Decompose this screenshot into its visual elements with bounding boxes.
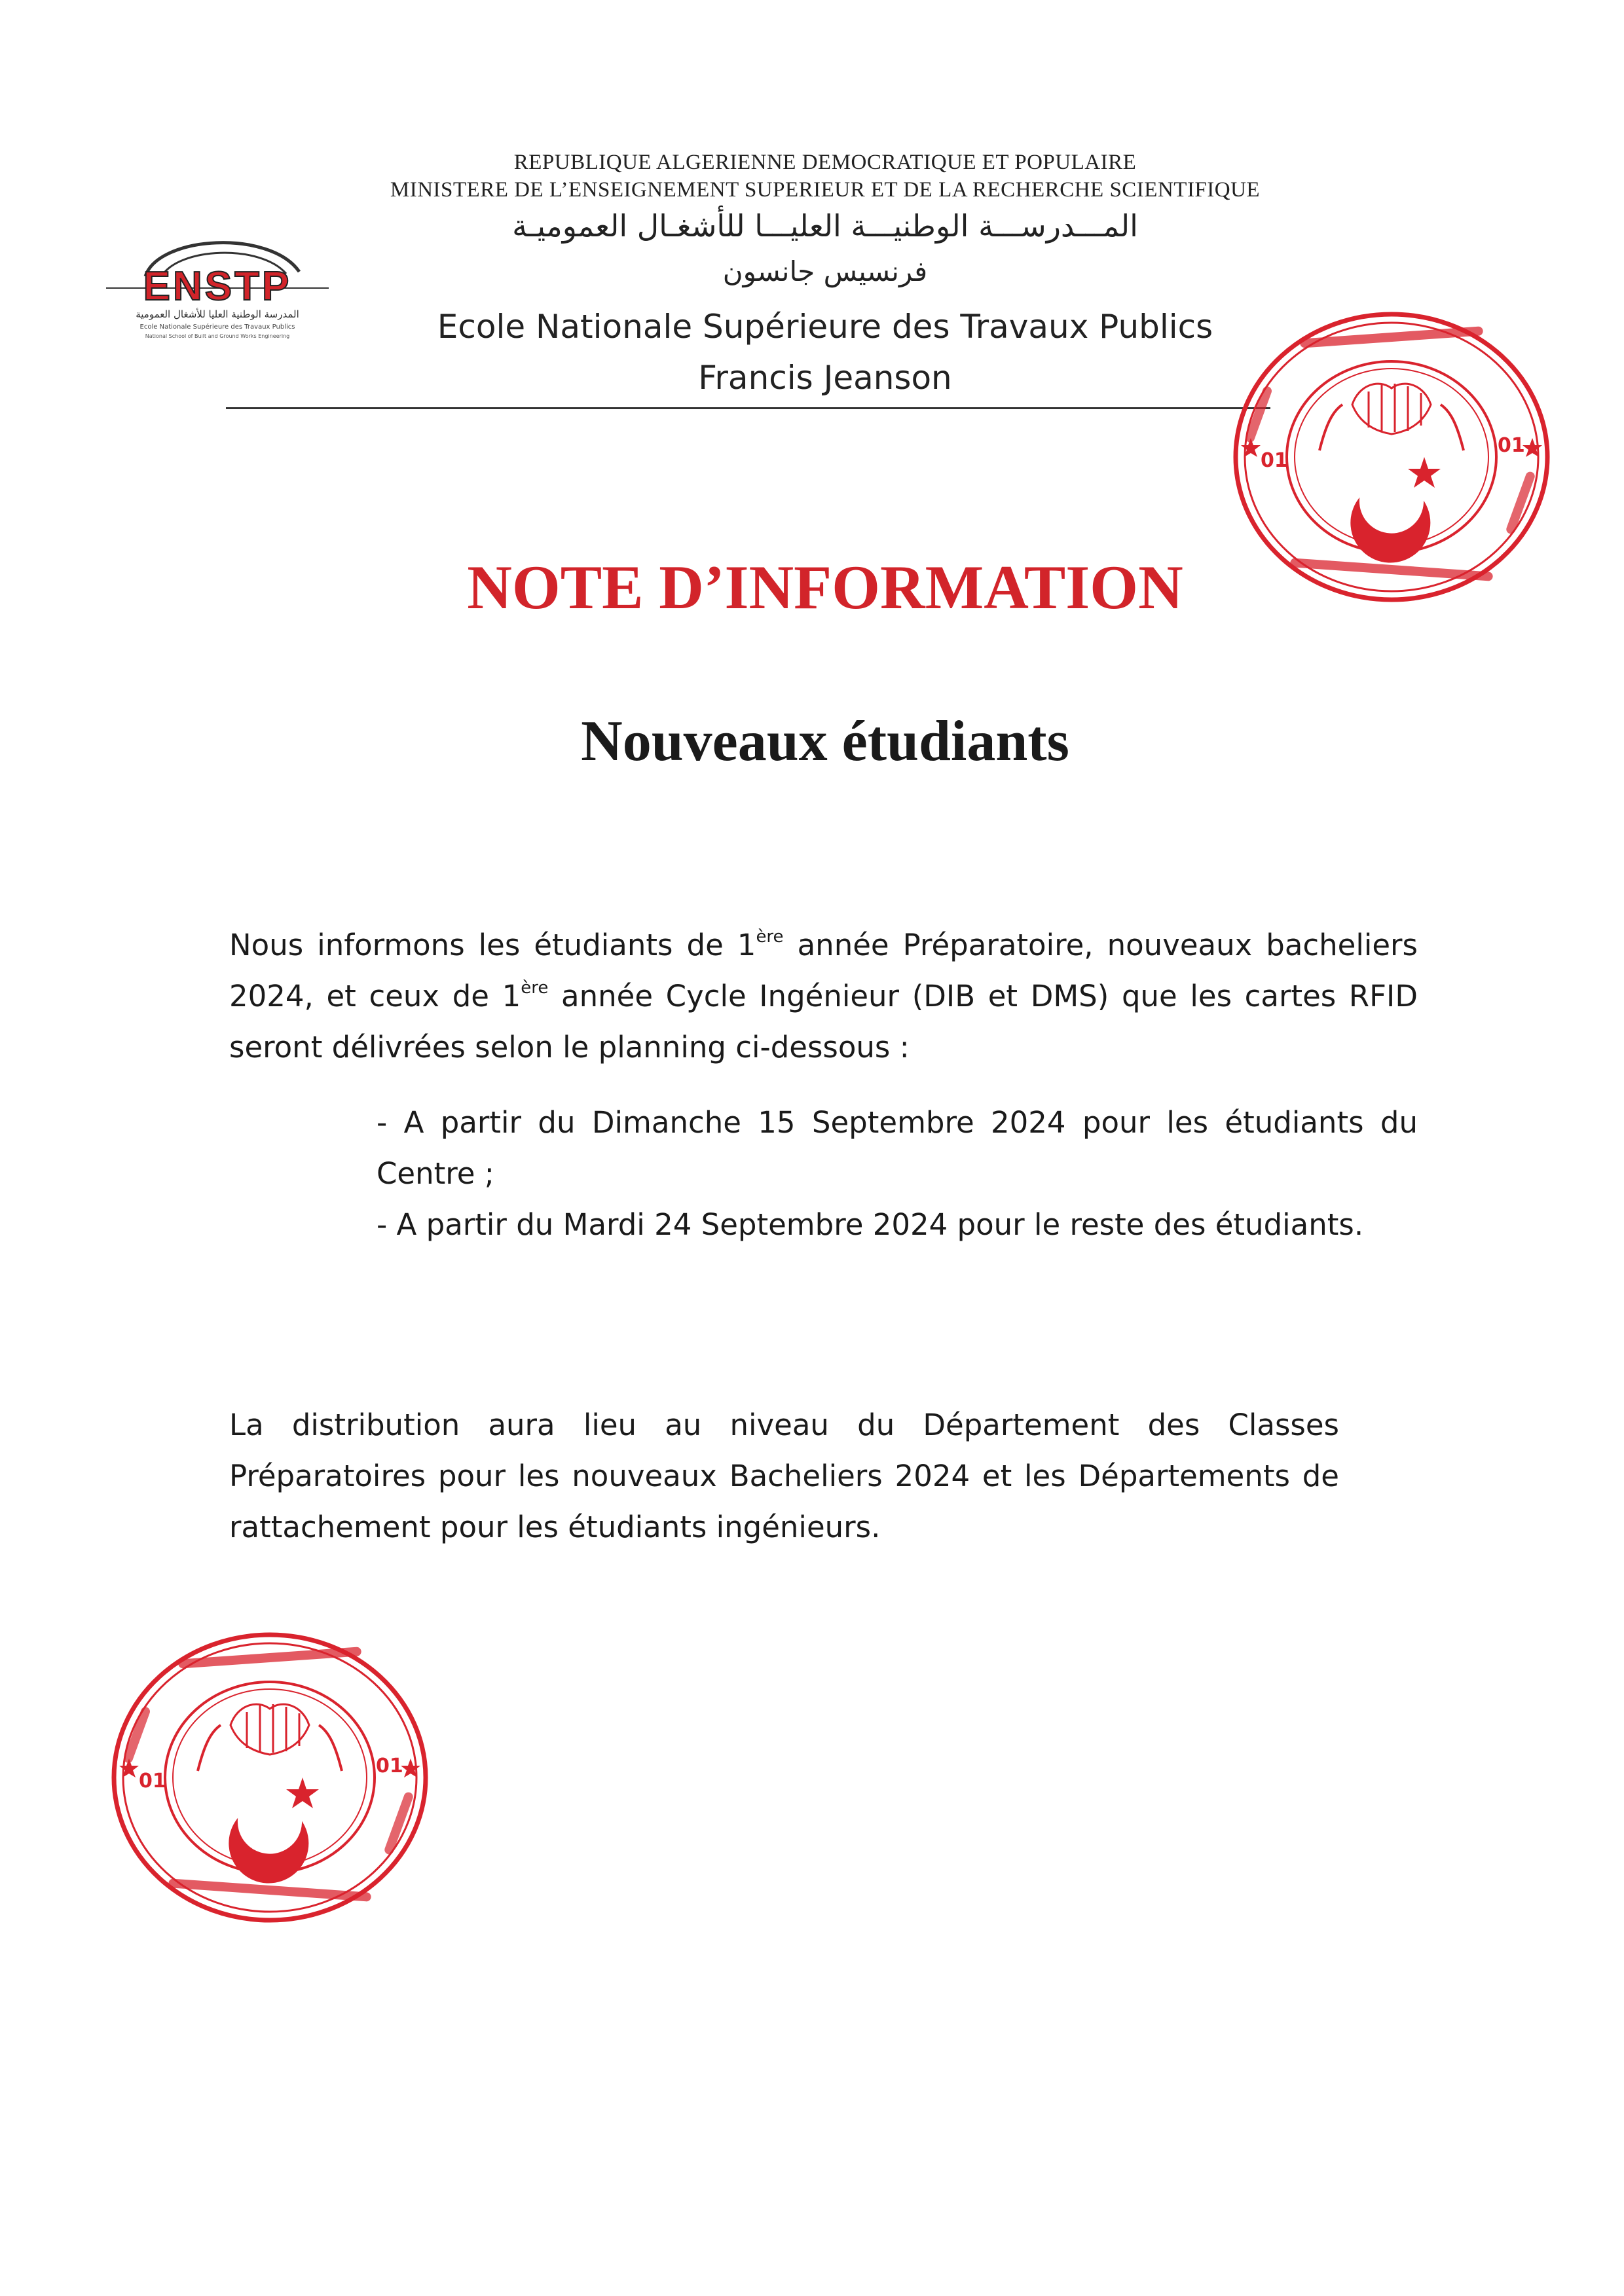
intro-text-1: Nous informons les étudiants de 1 [229, 928, 756, 962]
intro-text-2: année Préparatoire, nouveaux bacheliers 2024, et ceux de 1 [229, 928, 1418, 1013]
stamp-number-left: 01 [1261, 449, 1288, 472]
stamp-number-left: 01 [139, 1770, 166, 1793]
logo-caption-en: National School of Built and Ground Works Engineering [145, 333, 290, 339]
logo-acronym: ENSTP [143, 264, 292, 309]
schedule-list [377, 1097, 1418, 1250]
header-arabic-name: فرنسيس جانسون [722, 255, 928, 287]
page-title: NOTE D’INFORMATION [467, 553, 1183, 622]
intro-sup-2: ère [521, 978, 549, 998]
distribution-paragraph: La distribution aura lieu au niveau du Département des Classes Préparatoires pour les nouveaux Bacheliers 2024 et les Départements de rattachement pour les étudiants ingénieurs. [229, 1408, 1339, 1544]
intro-paragraph [229, 920, 1418, 1073]
schedule-item-rest: - A partir du Mardi 24 Septembre 2024 pour le reste des étudiants. [377, 1207, 1364, 1242]
stamp-number-right: 01 [376, 1755, 403, 1777]
header-school-subname: Francis Jeanson [698, 359, 952, 397]
header-divider [226, 407, 1270, 409]
header-arabic-school: المـــدرســـة الوطنيـــة العليـــا للأشغـال العموميـة [512, 208, 1138, 244]
official-stamp-top [1228, 306, 1555, 608]
logo-caption-fr: Ecole Nationale Supérieure des Travaux Publics [139, 323, 295, 331]
stamp-number-right: 01 [1498, 434, 1525, 457]
header-ministry: MINISTERE DE L’ENSEIGNEMENT SUPERIEUR ET DE LA RECHERCHE SCIENTIFIQUE [390, 178, 1261, 202]
page-subtitle: Nouveaux étudiants [581, 710, 1069, 773]
enstp-logo [100, 223, 335, 344]
official-stamp-bottom [106, 1627, 434, 1928]
header-republic: REPUBLIQUE ALGERIENNE DEMOCRATIQUE ET POPULAIRE [513, 151, 1137, 174]
intro-text-3: année Cycle Ingénieur (DIB et DMS) que les cartes RFID seront délivrées selon le planning ci-dessous : [229, 979, 1418, 1065]
logo-arabic-caption: المدرسة الوطنية العليا للأشغال العمومية [136, 308, 299, 320]
header-school-name: Ecole Nationale Supérieure des Travaux Publics [437, 308, 1213, 346]
schedule-item-centre: - A partir du Dimanche 15 Septembre 2024 pour les étudiants du Centre ; [377, 1105, 1418, 1191]
intro-sup-1: ère [756, 927, 784, 947]
